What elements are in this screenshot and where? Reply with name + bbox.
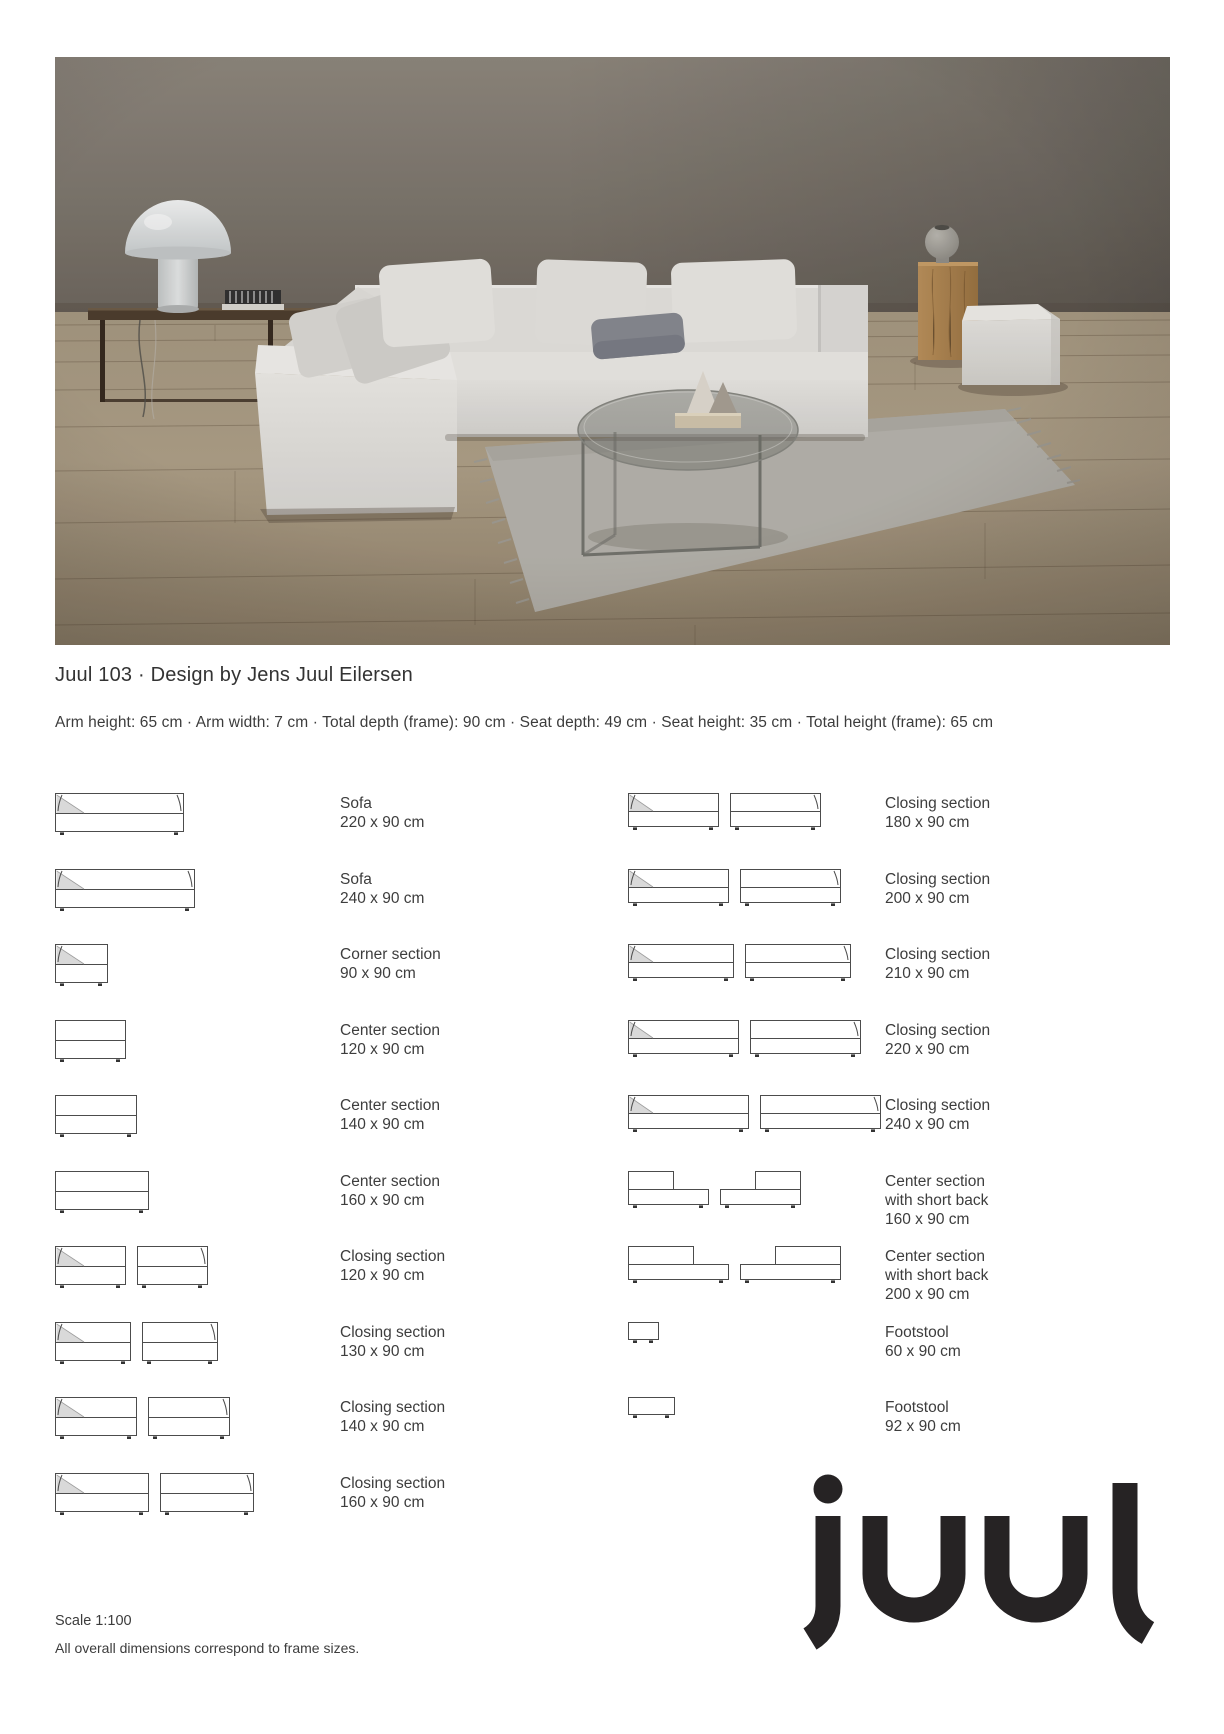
module-label bbox=[340, 793, 424, 832]
module-label-line: 140 x 90 cm bbox=[340, 1116, 425, 1133]
module-label-line: 160 x 90 cm bbox=[340, 1191, 425, 1209]
module-label-line: Closing section bbox=[885, 1021, 991, 1039]
module-label-line: 92 x 90 cm bbox=[885, 1418, 961, 1435]
module-label-line: Center section bbox=[340, 1021, 440, 1039]
module-label bbox=[340, 1095, 440, 1134]
module-label bbox=[340, 1397, 445, 1436]
module-row bbox=[628, 1171, 1168, 1247]
module-row bbox=[628, 1246, 1168, 1322]
page-title: Juul 103 · Design by Jens Juul Eilersen bbox=[55, 664, 413, 686]
module-label-line: 200 x 90 cm bbox=[885, 1286, 970, 1303]
module-row bbox=[628, 1397, 1168, 1473]
module-label-line: 60 x 90 cm bbox=[885, 1342, 961, 1360]
module-drawing bbox=[55, 793, 185, 837]
module-label-line: Sofa bbox=[340, 795, 372, 812]
juul-logo bbox=[795, 1468, 1165, 1663]
module-label-line: Sofa bbox=[340, 870, 372, 888]
module-label-line: 130 x 90 cm bbox=[340, 1342, 425, 1360]
module-drawing-cell bbox=[55, 1322, 340, 1366]
module-drawing bbox=[55, 1397, 231, 1441]
module-drawing-cell bbox=[55, 944, 340, 988]
module-drawing-cell bbox=[55, 869, 340, 913]
module-drawing bbox=[55, 1020, 127, 1064]
module-row bbox=[55, 869, 595, 945]
module-list-left bbox=[55, 793, 595, 1548]
module-label-line: with short back bbox=[885, 1191, 989, 1209]
module-label-line: 240 x 90 cm bbox=[340, 889, 425, 907]
module-label-line: Footstool bbox=[885, 1323, 949, 1341]
module-drawing bbox=[628, 1397, 676, 1420]
module-label bbox=[885, 1322, 961, 1361]
module-drawing-cell bbox=[55, 793, 340, 837]
module-label bbox=[885, 1020, 990, 1059]
module-label-line: Closing section bbox=[885, 870, 991, 888]
module-label-line: Center section bbox=[885, 1248, 985, 1265]
module-label-line: 220 x 90 cm bbox=[885, 1040, 970, 1058]
module-drawing-cell bbox=[628, 1322, 885, 1345]
module-row bbox=[628, 1020, 1168, 1096]
module-drawing-cell bbox=[55, 1473, 340, 1517]
module-drawing bbox=[55, 1095, 138, 1139]
module-drawing-cell bbox=[55, 1397, 340, 1441]
module-drawing-cell bbox=[628, 1171, 885, 1210]
module-label-line: Closing section bbox=[885, 795, 991, 812]
footer-note: All overall dimensions correspond to frame sizes. bbox=[55, 1640, 360, 1656]
module-drawing bbox=[55, 1246, 209, 1290]
module-drawing bbox=[628, 944, 852, 983]
module-label-line: Corner section bbox=[340, 946, 441, 963]
module-row bbox=[55, 1473, 595, 1549]
module-drawing-cell bbox=[55, 1020, 340, 1064]
module-drawing-cell bbox=[55, 1095, 340, 1139]
module-row bbox=[55, 1397, 595, 1473]
module-label bbox=[340, 944, 441, 983]
module-row bbox=[628, 869, 1168, 945]
module-drawing-cell bbox=[55, 1171, 340, 1215]
module-row bbox=[55, 1095, 595, 1171]
module-label bbox=[885, 869, 990, 908]
module-list-right bbox=[628, 793, 1168, 1473]
module-label-line: Closing section bbox=[340, 1474, 446, 1492]
module-drawing bbox=[628, 1322, 660, 1345]
module-label-line: 140 x 90 cm bbox=[340, 1418, 425, 1435]
module-label-line: Footstool bbox=[885, 1399, 949, 1416]
module-drawing-cell bbox=[628, 944, 885, 983]
module-drawing bbox=[55, 1473, 255, 1517]
module-row bbox=[628, 793, 1168, 869]
module-label-line: 120 x 90 cm bbox=[340, 1040, 425, 1058]
module-label-line: with short back bbox=[885, 1267, 989, 1284]
module-row bbox=[55, 1246, 595, 1322]
module-label bbox=[340, 1473, 445, 1512]
module-drawing bbox=[628, 1020, 862, 1059]
module-label-line: Closing section bbox=[340, 1399, 446, 1416]
module-drawing-cell bbox=[55, 1246, 340, 1290]
module-row bbox=[628, 1322, 1168, 1398]
module-label-line: Closing section bbox=[885, 946, 991, 963]
module-drawing-cell bbox=[628, 869, 885, 908]
hero-photo bbox=[55, 57, 1170, 645]
module-drawing bbox=[55, 869, 196, 913]
module-label bbox=[885, 944, 990, 983]
module-label bbox=[340, 1246, 445, 1285]
module-drawing bbox=[628, 1246, 842, 1285]
module-row bbox=[628, 1095, 1168, 1171]
module-row bbox=[55, 1171, 595, 1247]
module-label bbox=[340, 1171, 440, 1210]
module-label-line: 180 x 90 cm bbox=[885, 814, 970, 831]
module-row bbox=[55, 1020, 595, 1096]
module-drawing bbox=[628, 793, 822, 832]
module-drawing-cell bbox=[628, 1095, 885, 1134]
module-drawing-cell bbox=[628, 1397, 885, 1420]
module-drawing bbox=[55, 1322, 219, 1366]
module-drawing bbox=[628, 1171, 802, 1210]
module-label bbox=[340, 1322, 445, 1361]
module-label-line: Closing section bbox=[340, 1248, 446, 1265]
module-row bbox=[628, 944, 1168, 1020]
module-label-line: Center section bbox=[340, 1172, 440, 1190]
module-label bbox=[885, 1397, 961, 1436]
module-drawing bbox=[55, 1171, 150, 1215]
footer-scale: Scale 1:100 bbox=[55, 1613, 132, 1629]
module-drawing bbox=[628, 869, 842, 908]
module-drawing-cell bbox=[628, 1246, 885, 1285]
module-label bbox=[885, 793, 990, 832]
spec-line: Arm height: 65 cm · Arm width: 7 cm · Total depth (frame): 90 cm · Seat depth: 49 cm · Seat height: 35 cm · Total height (frame): 65 cm bbox=[55, 714, 994, 731]
module-row bbox=[55, 1322, 595, 1398]
module-label bbox=[885, 1171, 988, 1229]
module-row bbox=[55, 793, 595, 869]
module-label bbox=[340, 1020, 440, 1059]
module-label-line: 120 x 90 cm bbox=[340, 1267, 425, 1284]
module-label bbox=[885, 1095, 990, 1134]
module-label-line: Closing section bbox=[885, 1097, 991, 1114]
module-drawing-cell bbox=[628, 793, 885, 832]
module-drawing bbox=[628, 1095, 882, 1134]
module-label-line: 160 x 90 cm bbox=[885, 1210, 970, 1228]
module-label-line: 220 x 90 cm bbox=[340, 814, 425, 831]
module-label bbox=[885, 1246, 988, 1304]
module-row bbox=[55, 944, 595, 1020]
module-label-line: 160 x 90 cm bbox=[340, 1493, 425, 1511]
module-label-line: Center section bbox=[340, 1097, 440, 1114]
module-label-line: Center section bbox=[885, 1172, 985, 1190]
module-label-line: Closing section bbox=[340, 1323, 446, 1341]
module-drawing bbox=[55, 944, 109, 988]
module-label-line: 240 x 90 cm bbox=[885, 1116, 970, 1133]
module-label-line: 200 x 90 cm bbox=[885, 889, 970, 907]
module-label bbox=[340, 869, 424, 908]
module-label-line: 90 x 90 cm bbox=[340, 965, 416, 982]
module-label-line: 210 x 90 cm bbox=[885, 965, 970, 982]
module-drawing-cell bbox=[628, 1020, 885, 1059]
